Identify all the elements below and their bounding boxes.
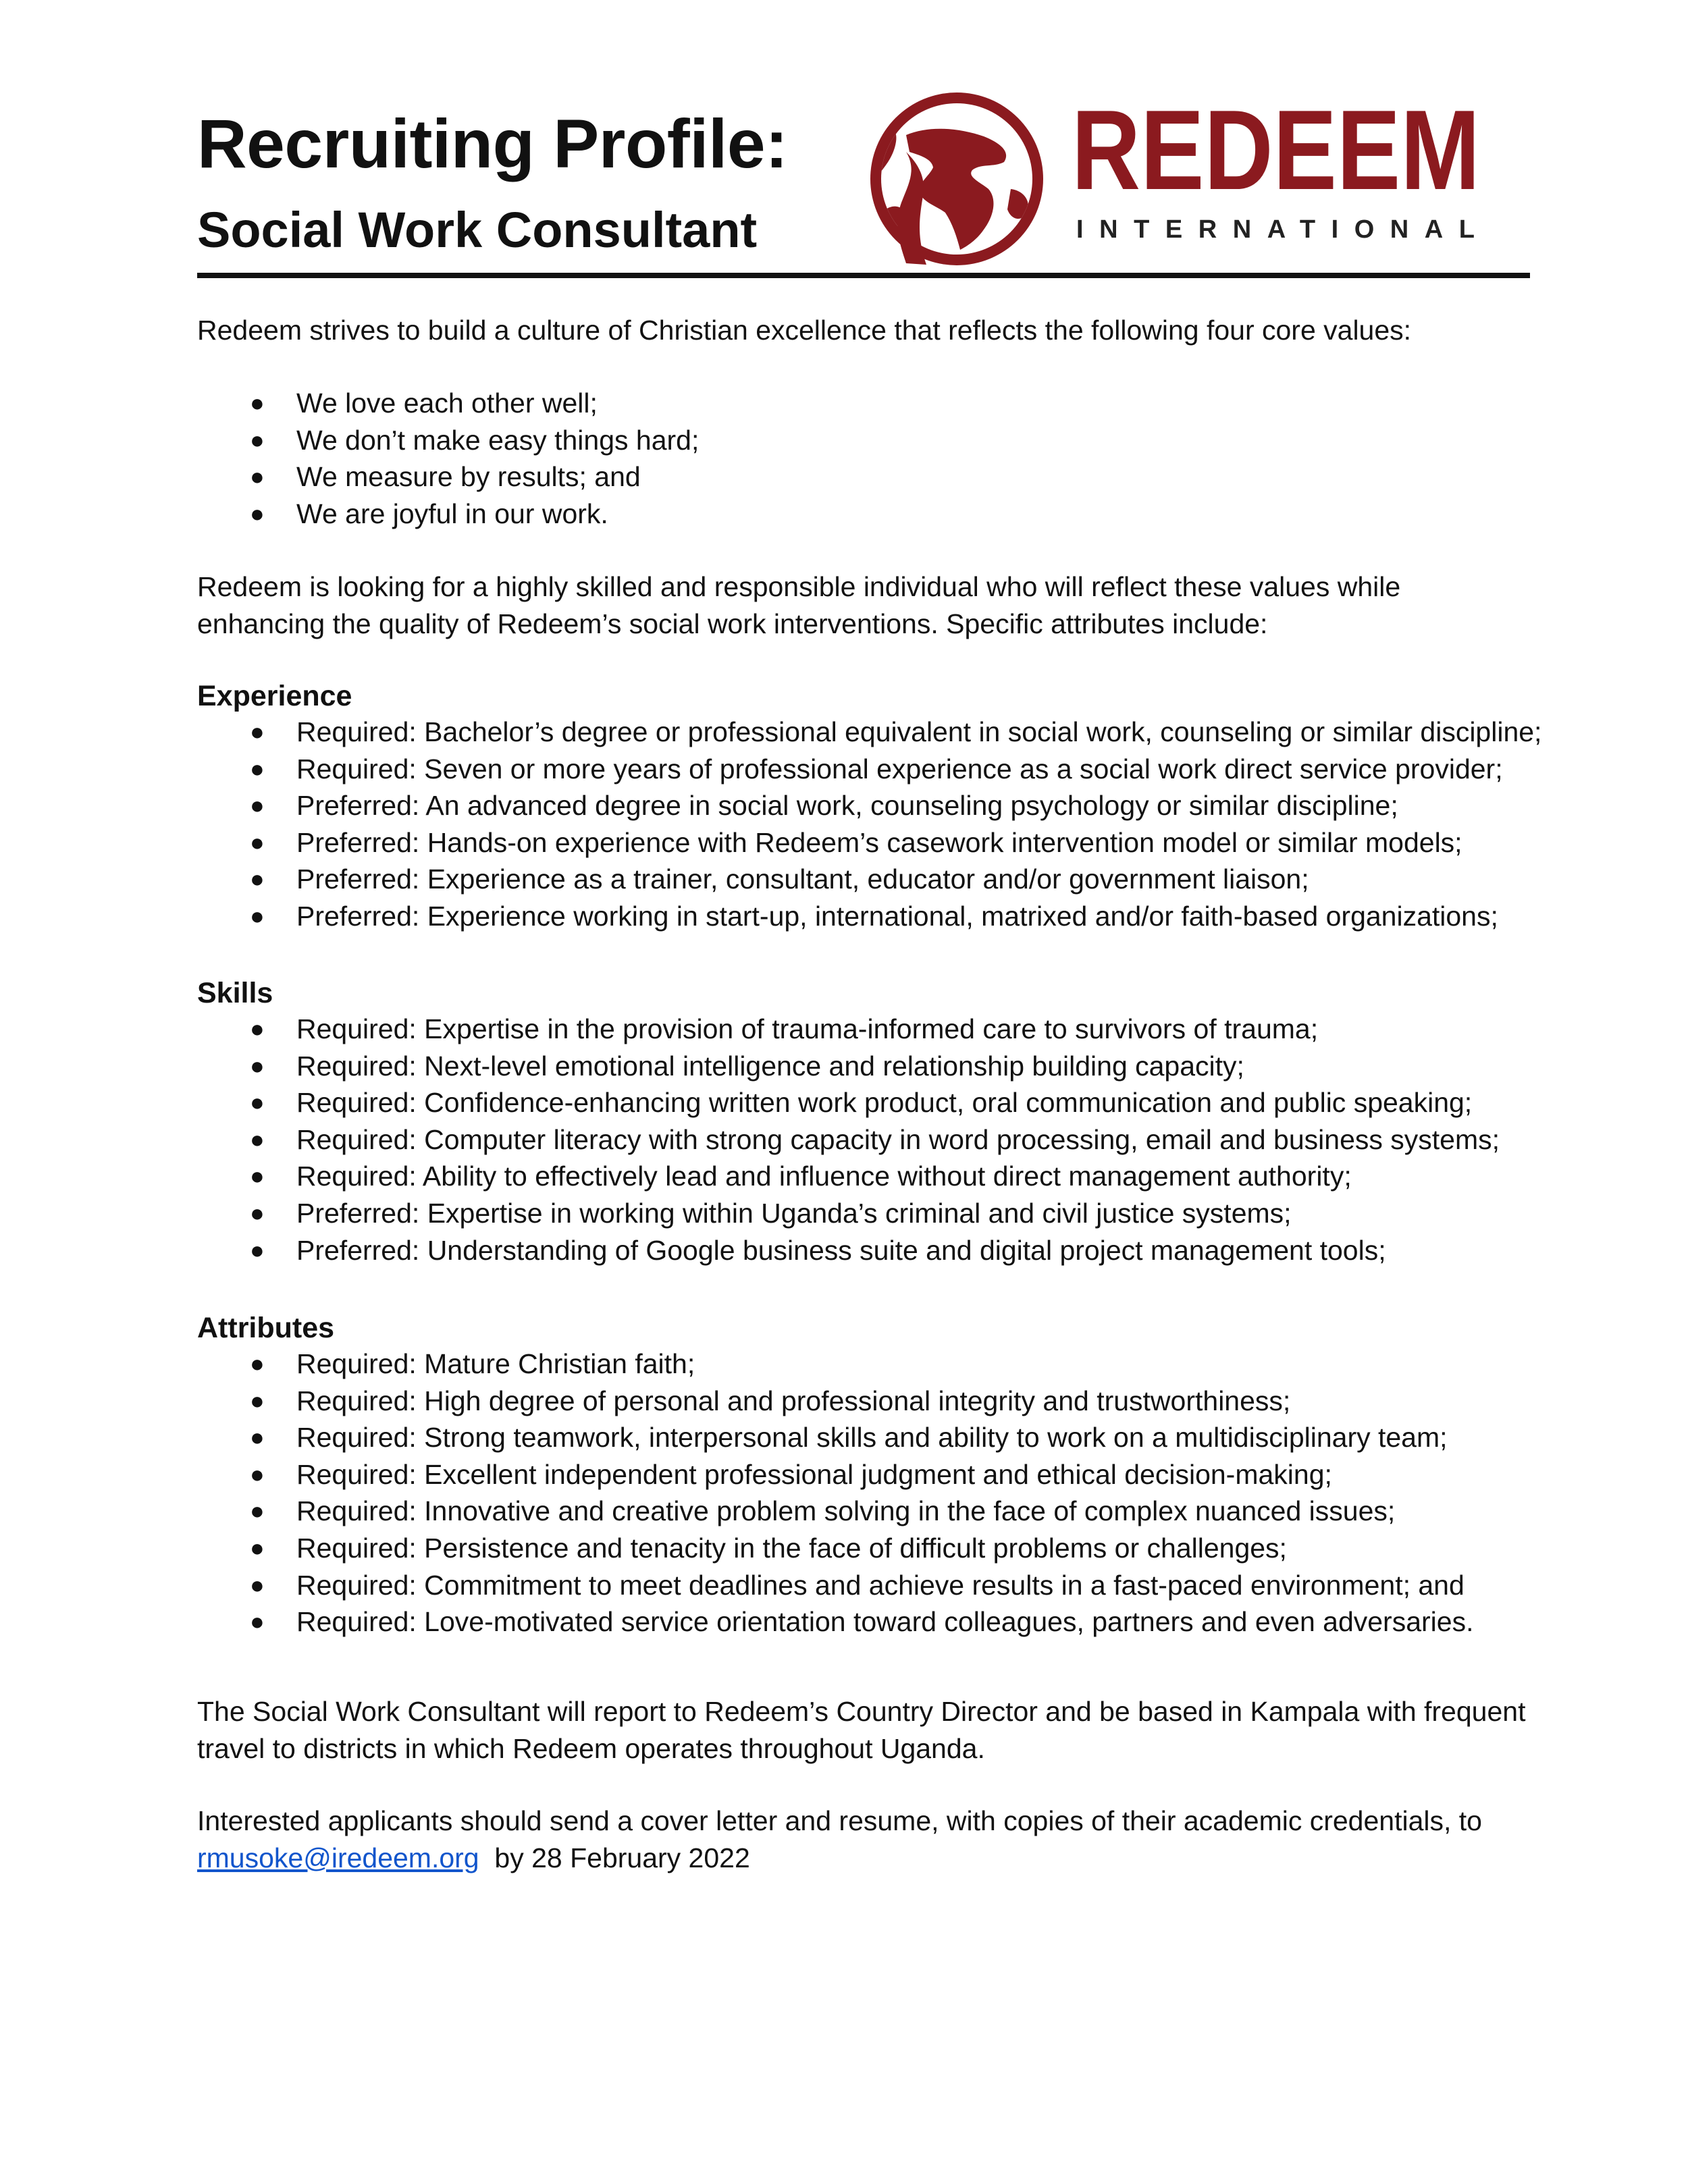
bullet-icon: ●: [250, 1235, 265, 1264]
bullet-icon: ●: [250, 1423, 265, 1451]
bullet-icon: ●: [250, 389, 265, 417]
list-item: ● Required: Bachelor’s degree or professional equivalent in social work, counseling or similar discipline;: [197, 714, 1683, 751]
bullet-icon: ●: [250, 499, 265, 527]
bullet-icon: ●: [250, 1051, 265, 1080]
skills-heading: Skills: [197, 977, 273, 1009]
list-item: ● Required: Persistence and tenacity in the face of difficult problems or challenges;: [197, 1530, 1683, 1567]
list-item: ● Required: Strong teamwork, interpersonal skills and ability to work on a multidisciplinary team;: [197, 1419, 1683, 1456]
bullet-icon: ●: [250, 718, 265, 745]
bullet-icon: ●: [250, 1125, 265, 1153]
bullet-icon: ●: [250, 1460, 265, 1488]
attributes-list: [197, 1346, 1683, 1641]
bullet-icon: ●: [250, 1198, 265, 1227]
bullet-icon: ●: [250, 425, 265, 454]
bullet-icon: ●: [250, 1607, 265, 1636]
list-item: ● We measure by results; and: [197, 458, 1683, 496]
list-item: ● We don’t make easy things hard;: [197, 422, 1683, 459]
bullet-icon: ●: [250, 1386, 265, 1414]
experience-heading: Experience: [197, 680, 352, 712]
list-item: ● We love each other well;: [197, 385, 1683, 422]
list-item: ● Required: High degree of personal and professional integrity and trustworthiness;: [197, 1383, 1683, 1420]
list-item: ● Required: Confidence-enhancing written work product, oral communication and public speaking;: [197, 1084, 1683, 1121]
list-item: ● Required: Computer literacy with strong capacity in word processing, email and business systems;: [197, 1121, 1683, 1158]
bullet-icon: ●: [250, 865, 265, 893]
bullet-icon: ●: [250, 1350, 265, 1377]
core-values-list: [197, 385, 1683, 532]
bullet-icon: ●: [250, 791, 265, 820]
bullet-icon: ●: [250, 1088, 265, 1117]
list-item: ● Required: Expertise in the provision of trauma-informed care to survivors of trauma;: [197, 1011, 1683, 1048]
list-item: ● Required: Love-motivated service orientation toward colleagues, partners and even adversaries.: [197, 1603, 1683, 1641]
logo-wordmark: REDEEM: [1072, 86, 1480, 213]
deadline-text: by 28 February 2022: [494, 1842, 750, 1873]
list-item: ● Required: Seven or more years of professional experience as a social work direct service provider;: [197, 751, 1683, 788]
bullet-icon: ●: [250, 1570, 265, 1599]
list-item: ● Preferred: Understanding of Google business suite and digital project management tools;: [197, 1232, 1683, 1269]
list-item: ● Required: Mature Christian faith;: [197, 1346, 1683, 1383]
list-item: ● Preferred: Experience working in start-up, international, matrixed and/or faith-based organizations;: [197, 898, 1683, 935]
redeem-international-logo: [866, 88, 1487, 270]
list-item: ● Required: Ability to effectively lead and influence without direct management authority;: [197, 1158, 1683, 1195]
list-item: ● Required: Excellent independent professional judgment and ethical decision-making;: [197, 1456, 1683, 1493]
list-item: ● Required: Next-level emotional intelligence and relationship building capacity;: [197, 1048, 1683, 1085]
bullet-icon: ●: [250, 462, 265, 491]
attributes-heading: Attributes: [197, 1312, 335, 1344]
skills-list: [197, 1011, 1683, 1269]
page-title: Recruiting Profile:: [197, 105, 788, 182]
list-item: ● We are joyful in our work.: [197, 496, 1683, 533]
header-divider: [197, 273, 1530, 278]
email-link[interactable]: rmusoke@iredeem.org: [197, 1842, 479, 1873]
list-item: ● Required: Commitment to meet deadlines and achieve results in a fast-paced environment; and: [197, 1567, 1683, 1604]
application-paragraph: [197, 1803, 1534, 1877]
reporting-paragraph: The Social Work Consultant will report to Redeem’s Country Director and be based in Kampala with frequent travel to districts in which Redeem operates throughout Uganda.: [197, 1696, 1526, 1764]
bullet-icon: ●: [250, 754, 265, 782]
looking-for-paragraph: Redeem is looking for a highly skilled and responsible individual who will reflect these values while enhancing the quality of Redeem’s social work interventions. Specific attributes include:: [197, 571, 1401, 639]
bullet-icon: ●: [250, 828, 265, 856]
bullet-icon: ●: [250, 901, 265, 930]
bullet-icon: ●: [250, 1015, 265, 1042]
bullet-icon: ●: [250, 1497, 265, 1525]
globe-icon: [870, 92, 1043, 265]
list-item: ● Required: Innovative and creative problem solving in the face of complex nuanced issues;: [197, 1493, 1683, 1530]
experience-list: [197, 714, 1683, 935]
intro-paragraph: Redeem strives to build a culture of Christian excellence that reflects the following four core values:: [197, 315, 1412, 346]
page-subtitle: Social Work Consultant: [197, 202, 758, 258]
redeem-wordmark: [1072, 86, 1480, 244]
list-item: ● Preferred: Hands-on experience with Redeem’s casework intervention model or similar models;: [197, 824, 1683, 861]
bullet-icon: ●: [250, 1533, 265, 1562]
logo-tagline: INTERNATIONAL: [1076, 215, 1475, 244]
application-text: Interested applicants should send a cover letter and resume, with copies of their academic credentials, to: [197, 1805, 1482, 1836]
list-item: ● Preferred: An advanced degree in social work, counseling psychology or similar discipline;: [197, 787, 1683, 824]
bullet-icon: ●: [250, 1162, 265, 1190]
list-item: ● Preferred: Expertise in working within Uganda’s criminal and civil justice systems;: [197, 1195, 1683, 1232]
list-item: ● Preferred: Experience as a trainer, consultant, educator and/or government liaison;: [197, 861, 1683, 898]
